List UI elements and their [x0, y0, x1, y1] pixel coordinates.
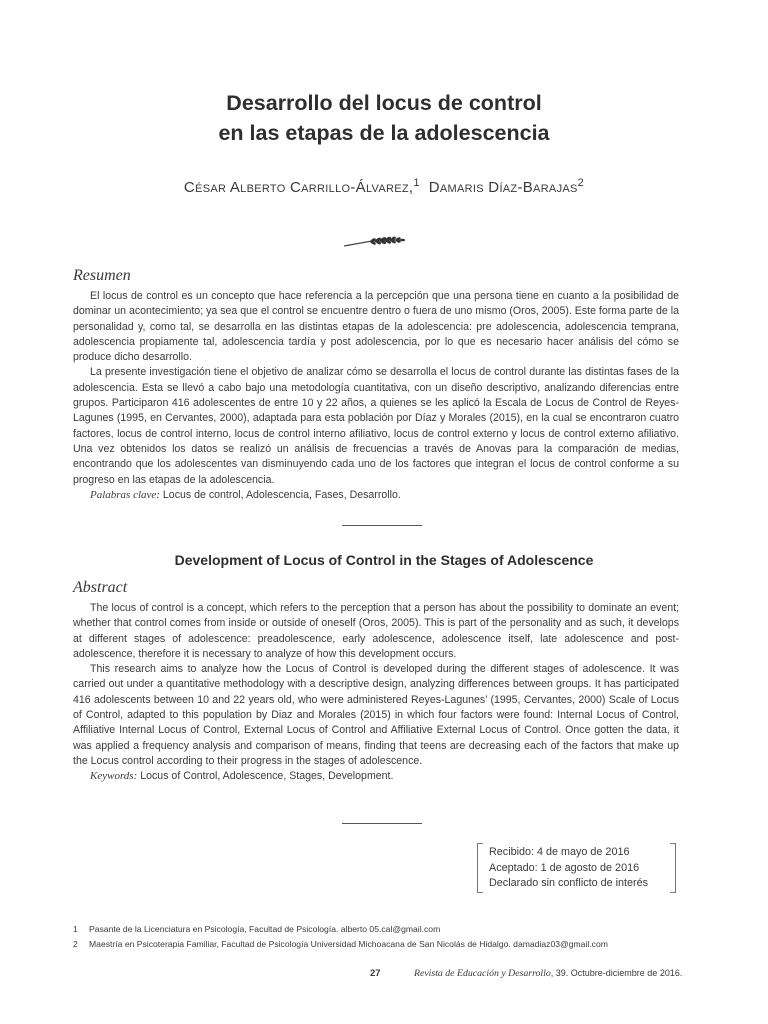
abstract-divider: [342, 823, 422, 824]
abstract-keywords-text: Locus of Control, Adolescence, Stages, Development.: [140, 770, 394, 783]
resumen-keywords-label: Palabras clave:: [90, 488, 160, 501]
submission-dates-box: [477, 843, 676, 893]
resumen-paragraph-1: El locus de control es un concepto que hace referencia a la percepción que una persona tiene en cuanto a la posibilidad de dominar un acontecimiento; ya sea que el control se encuentre dentro o fuera de uno mismo (Oros, 2005). Este forma parte de la personalidad y, como tal, se desarrolla en las distintas etapas de la adolescencia: pre adolescencia, adolescencia temprana, adolescencia propiamente tal, adolescencia tardía y post adolescencia, por lo que es necesario hacer análisis del cómo se produce dicho desarrollo.: [73, 290, 679, 364]
submission-dates: [489, 845, 648, 892]
abstract-keywords: [73, 769, 679, 784]
resumen-body: [73, 289, 679, 503]
author-2: Damaris Díaz-Barajas: [428, 179, 578, 196]
accepted-date: Aceptado: 1 de agosto de 2016: [489, 861, 640, 874]
section-divider: [342, 525, 422, 526]
resumen-paragraph-2: La presente investigación tiene el objetivo de analizar cómo se desarrolla el locus de control durante las distintas fases de la adolescencia. Esta se llevó a cabo bajo una metodología cuantitativa, con un diseño descriptivo, analizando diferencias entre grupos. Participaron 416 adolescentes de entre 10 y 22 años, a quienes se les aplicó la Escala de Locus de Control de Reyes-Lagunes (1995, en Cervantes, 2000), adaptada para esta población por Díaz y Morales (2015), en la cual se encontraron cuatro factores, locus de control interno, locus de control interno afiliativo, locus de control externo y locus de control externo afiliativo. Una vez obtenidos los datos se realizó un análisis de frecuencias a través de Anovas para la comparación de medias, encontrando que los adolescentes van disminuyendo cada uno de los factores que integran el locus de control conforme a su progreso en las etapas de la adolescencia.: [73, 366, 679, 486]
english-title: Development of Locus of Control in the Stages of Adolescence: [174, 552, 594, 568]
abstract-paragraph-2: This research aims to analyze how the Locus of Control is developed during the different stages of adolescence. It was carried out under a quantitative methodology with a descriptive design, analyzing differences between groups. It has participated 416 adolescents between 10 and 22 years old, who were administered Reyes-Lagunes’ (1995, Cervantes, 2000) Scale of Locus of Control, adapted to this population by Diaz and Morales (2015) in which four factors were found: Internal Locus of Control, Affiliative Internal Locus of Control, External Locus of Control and Affiliative External Locus of Control. Once gotten the data, it was applied a frequency analysis and comparison of means, finding that teens are decreasing each of the factors that make up the Locus control according to their progress in the stages of adolescence.: [73, 663, 679, 767]
author-list: [0, 177, 768, 196]
author-2-affiliation-mark: 2: [577, 177, 585, 189]
conflict-statement: Declarado sin conflicto de interés: [489, 877, 649, 889]
footnote-1-number: 1: [73, 924, 78, 934]
received-date: Recibido: 4 de mayo de 2016: [489, 846, 630, 858]
author-1-affiliation-mark: 1: [413, 177, 420, 189]
journal-name: Revista de Educación y Desarrollo: [414, 968, 551, 979]
abstract-paragraph-1: The locus of control is a concept, which refers to the perception that a person has about the possibility to dominate an event; whether that control comes from inside or outside of oneself (Oros, 2005). This is part of the personality and as such, it develops at different stages of adolescence: preadolescence, early adolescence, adolescence itself, late adolescence and post-adolescence, therefore it is necessary to analyze of how this development occurs.: [73, 602, 679, 660]
page-number: 27: [370, 968, 381, 979]
footnote-2-text: Maestría en Psicoterapia Familiar, Facultad de Psicología Universidad Michoacana de San Nicolás de Hidalgo. damadiaz03@gmail.com: [89, 938, 608, 949]
footnote-1-text: Pasante de la Licenciatura en Psicología, Facultad de Psicología. alberto 05.cal@gmail.com: [89, 924, 441, 934]
left-bracket: [477, 843, 483, 893]
title-line-1: Desarrollo del locus de control: [226, 91, 542, 115]
title-line-2: en las etapas de la adolescencia: [218, 121, 550, 145]
journal-citation: [414, 968, 682, 979]
author-1: César Alberto Carrillo-Álvarez,: [183, 179, 414, 196]
footnote-2: [73, 937, 608, 952]
resumen-keywords-text: Locus de control, Adolescencia, Fases, Desarrollo.: [162, 488, 401, 501]
resumen-heading: Resumen: [73, 267, 131, 284]
wheat-ear-icon: [342, 232, 406, 250]
footnote-2-number: 2: [73, 938, 78, 949]
footnote-1: [73, 922, 608, 937]
abstract-body: [73, 601, 679, 785]
right-bracket: [670, 843, 676, 893]
journal-issue: , 39. Octubre-diciembre de 2016.: [550, 968, 683, 978]
footnotes: [73, 922, 608, 951]
abstract-keywords-label: Keywords:: [90, 770, 138, 783]
resumen-keywords: [73, 488, 679, 503]
article-title: [0, 88, 768, 148]
abstract-heading: Abstract: [73, 579, 128, 596]
